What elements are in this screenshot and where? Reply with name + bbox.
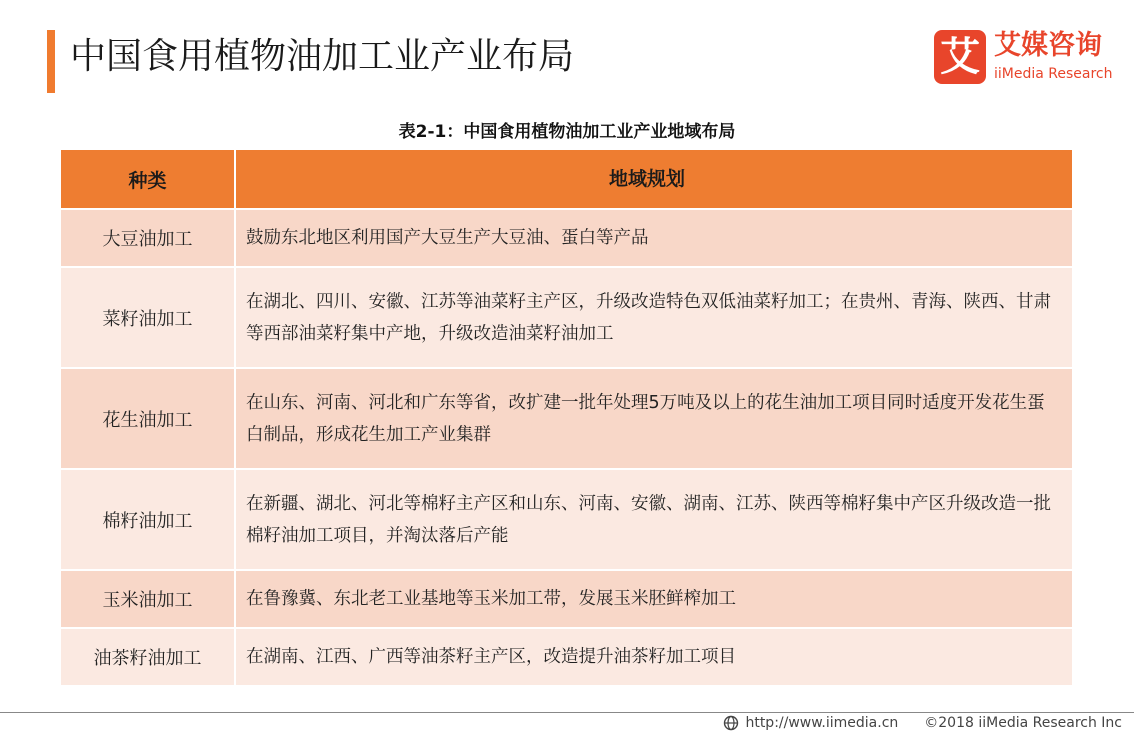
- row-region: 在鲁豫冀、东北老工业基地等玉米加工带，发展玉米胚鲜榨加工: [246, 589, 736, 609]
- logo-name-en: iiMedia Research: [994, 66, 1113, 82]
- footer-copyright: ©2018 iiMedia Research Inc: [924, 715, 1122, 731]
- iimedia-logo: [934, 30, 1114, 86]
- table-row: [61, 369, 1072, 470]
- table-row: [61, 470, 1072, 571]
- table-row: [61, 268, 1072, 369]
- table-header-row: [61, 150, 1072, 210]
- globe-icon: [723, 715, 739, 731]
- row-category: 花生油加工: [61, 369, 236, 468]
- row-region: 鼓励东北地区利用国产大豆生产大豆油、蛋白等产品: [246, 228, 649, 248]
- table-row: [61, 210, 1072, 268]
- row-region: 在山东、河南、河北和广东等省，改扩建一批年处理5万吨及以上的花生油加工项目同时适度开发花生蛋白制品，形成花生加工产业集群: [246, 392, 1045, 445]
- table-row: [61, 629, 1072, 687]
- row-category: 大豆油加工: [61, 210, 236, 266]
- footer: [723, 713, 1122, 733]
- industry-layout-table: [61, 150, 1072, 687]
- row-category: 油茶籽油加工: [61, 629, 236, 685]
- row-category: 玉米油加工: [61, 571, 236, 627]
- logo-mark: 艾: [934, 30, 986, 84]
- page-title: 中国食用植物油加工业产业布局: [70, 36, 575, 77]
- row-category: 棉籽油加工: [61, 470, 236, 569]
- row-category: 菜籽油加工: [61, 268, 236, 367]
- title-accent-bar: [47, 30, 55, 93]
- header-category: 种类: [61, 150, 236, 208]
- table-caption: 表2-1：中国食用植物油加工业产业地域布局: [398, 122, 736, 142]
- table-row: [61, 571, 1072, 629]
- row-region: 在新疆、湖北、河北等棉籽主产区和山东、河南、安徽、湖南、江苏、陕西等棉籽集中产区升级改造一批棉籽油加工项目，并淘汰落后产能: [246, 493, 1051, 546]
- logo-name-cn: 艾媒咨询: [994, 30, 1102, 61]
- footer-url[interactable]: http://www.iimedia.cn: [745, 715, 899, 731]
- row-region: 在湖南、江西、广西等油茶籽主产区，改造提升油茶籽加工项目: [246, 647, 736, 667]
- row-region: 在湖北、四川、安徽、江苏等油菜籽主产区，升级改造特色双低油菜籽加工；在贵州、青海、陕西、甘肃等西部油菜籽集中产地，升级改造油菜籽油加工: [246, 291, 1051, 344]
- header-region: 地域规划: [608, 168, 685, 190]
